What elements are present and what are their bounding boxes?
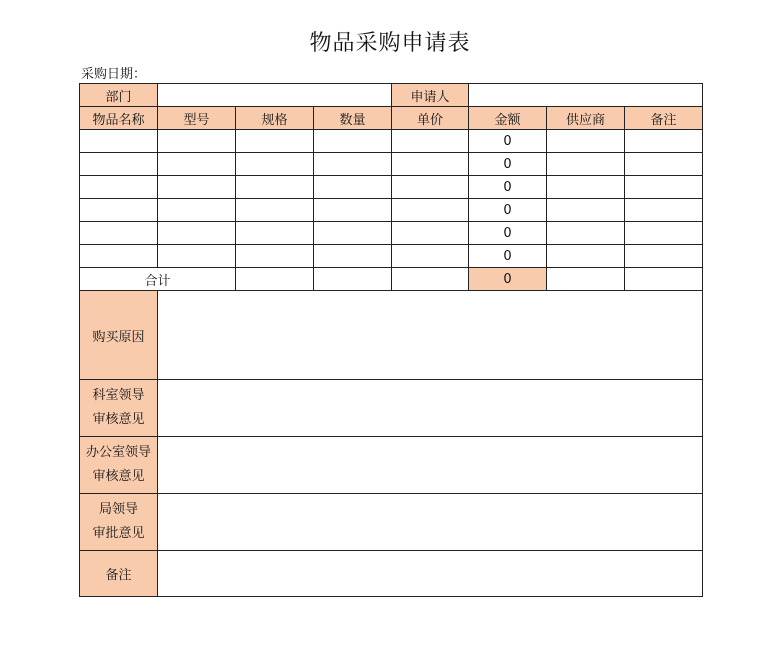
item-quantity-cell[interactable] (314, 130, 392, 153)
item-supplier-cell[interactable] (547, 130, 625, 153)
total-amount-value: 0 (469, 268, 547, 291)
col-header-model: 型号 (158, 107, 236, 130)
total-quantity-cell[interactable] (314, 268, 392, 291)
item-remarks-cell[interactable] (625, 153, 703, 176)
item-name-cell[interactable] (80, 130, 158, 153)
purchase-reason-label: 购买原因 (80, 291, 158, 380)
item-unit-price-cell[interactable] (392, 222, 469, 245)
bureau-leader-approval-label (80, 494, 158, 551)
item-name-cell[interactable] (80, 222, 158, 245)
item-quantity-cell[interactable] (314, 245, 392, 268)
item-name-cell[interactable] (80, 176, 158, 199)
item-amount-cell: 0 (469, 153, 547, 176)
item-spec-cell[interactable] (236, 153, 314, 176)
total-spec-cell[interactable] (236, 268, 314, 291)
col-header-item-name: 物品名称 (80, 107, 158, 130)
item-spec-cell[interactable] (236, 245, 314, 268)
col-header-remarks: 备注 (625, 107, 703, 130)
department-row (80, 84, 703, 107)
item-remarks-cell[interactable] (625, 176, 703, 199)
item-quantity-cell[interactable] (314, 176, 392, 199)
item-supplier-cell[interactable] (547, 176, 625, 199)
col-header-quantity: 数量 (314, 107, 392, 130)
item-amount-cell: 0 (469, 176, 547, 199)
item-spec-cell[interactable] (236, 222, 314, 245)
office-leader-opinion-label (80, 437, 158, 494)
item-unit-price-cell[interactable] (392, 176, 469, 199)
item-unit-price-cell[interactable] (392, 153, 469, 176)
section-leader-opinion-label (80, 380, 158, 437)
item-spec-cell[interactable] (236, 176, 314, 199)
purchase-form-table (79, 83, 703, 597)
applicant-label: 申请人 (392, 84, 469, 107)
column-header-row (80, 107, 703, 130)
section-leader-opinion-field[interactable] (158, 380, 703, 437)
office-leader-opinion-row (80, 437, 703, 494)
item-model-cell[interactable] (158, 130, 236, 153)
col-header-amount: 金额 (469, 107, 547, 130)
item-amount-cell: 0 (469, 245, 547, 268)
item-amount-cell: 0 (469, 222, 547, 245)
remarks-field[interactable] (158, 551, 703, 597)
purchase-reason-field[interactable] (158, 291, 703, 380)
purchase-reason-row (80, 291, 703, 380)
purchase-date-label: 采购日期： (81, 67, 147, 82)
form-title: 物品采购申请表 (309, 31, 471, 56)
item-quantity-cell[interactable] (314, 153, 392, 176)
item-unit-price-cell[interactable] (392, 199, 469, 222)
item-unit-price-cell[interactable] (392, 130, 469, 153)
remarks-row (80, 551, 703, 597)
item-supplier-cell[interactable] (547, 222, 625, 245)
item-row (80, 222, 703, 245)
bureau-leader-label-line2: 审批意见 (92, 526, 145, 541)
item-spec-cell[interactable] (236, 130, 314, 153)
office-leader-label-line2: 审核意见 (92, 469, 145, 484)
item-spec-cell[interactable] (236, 199, 314, 222)
col-header-spec: 规格 (236, 107, 314, 130)
col-header-supplier: 供应商 (547, 107, 625, 130)
item-model-cell[interactable] (158, 199, 236, 222)
item-quantity-cell[interactable] (314, 222, 392, 245)
total-unit-price-cell[interactable] (392, 268, 469, 291)
item-row (80, 130, 703, 153)
department-value-cell[interactable] (158, 84, 392, 107)
office-leader-label-line1: 办公室领导 (85, 445, 151, 460)
bureau-leader-approval-row (80, 494, 703, 551)
item-remarks-cell[interactable] (625, 245, 703, 268)
item-remarks-cell[interactable] (625, 222, 703, 245)
item-remarks-cell[interactable] (625, 130, 703, 153)
item-model-cell[interactable] (158, 176, 236, 199)
total-label: 合计 (80, 268, 236, 291)
item-remarks-cell[interactable] (625, 199, 703, 222)
remarks-label: 备注 (80, 551, 158, 597)
item-model-cell[interactable] (158, 153, 236, 176)
item-name-cell[interactable] (80, 153, 158, 176)
bureau-leader-label-line1: 局领导 (98, 502, 138, 517)
item-amount-cell: 0 (469, 130, 547, 153)
item-quantity-cell[interactable] (314, 199, 392, 222)
item-row (80, 245, 703, 268)
item-name-cell[interactable] (80, 199, 158, 222)
department-label: 部门 (80, 84, 158, 107)
total-supplier-cell[interactable] (547, 268, 625, 291)
section-leader-opinion-row (80, 380, 703, 437)
item-name-cell[interactable] (80, 245, 158, 268)
item-model-cell[interactable] (158, 245, 236, 268)
section-leader-label-line2: 审核意见 (92, 412, 145, 427)
section-leader-label-line1: 科室领导 (92, 388, 145, 403)
item-supplier-cell[interactable] (547, 153, 625, 176)
col-header-unit-price: 单价 (392, 107, 469, 130)
bureau-leader-approval-field[interactable] (158, 494, 703, 551)
applicant-value-cell[interactable] (469, 84, 703, 107)
item-model-cell[interactable] (158, 222, 236, 245)
item-row (80, 176, 703, 199)
item-row (80, 199, 703, 222)
item-row (80, 153, 703, 176)
total-row (80, 268, 703, 291)
office-leader-opinion-field[interactable] (158, 437, 703, 494)
item-supplier-cell[interactable] (547, 245, 625, 268)
total-remarks-cell[interactable] (625, 268, 703, 291)
item-supplier-cell[interactable] (547, 199, 625, 222)
item-amount-cell: 0 (469, 199, 547, 222)
item-unit-price-cell[interactable] (392, 245, 469, 268)
